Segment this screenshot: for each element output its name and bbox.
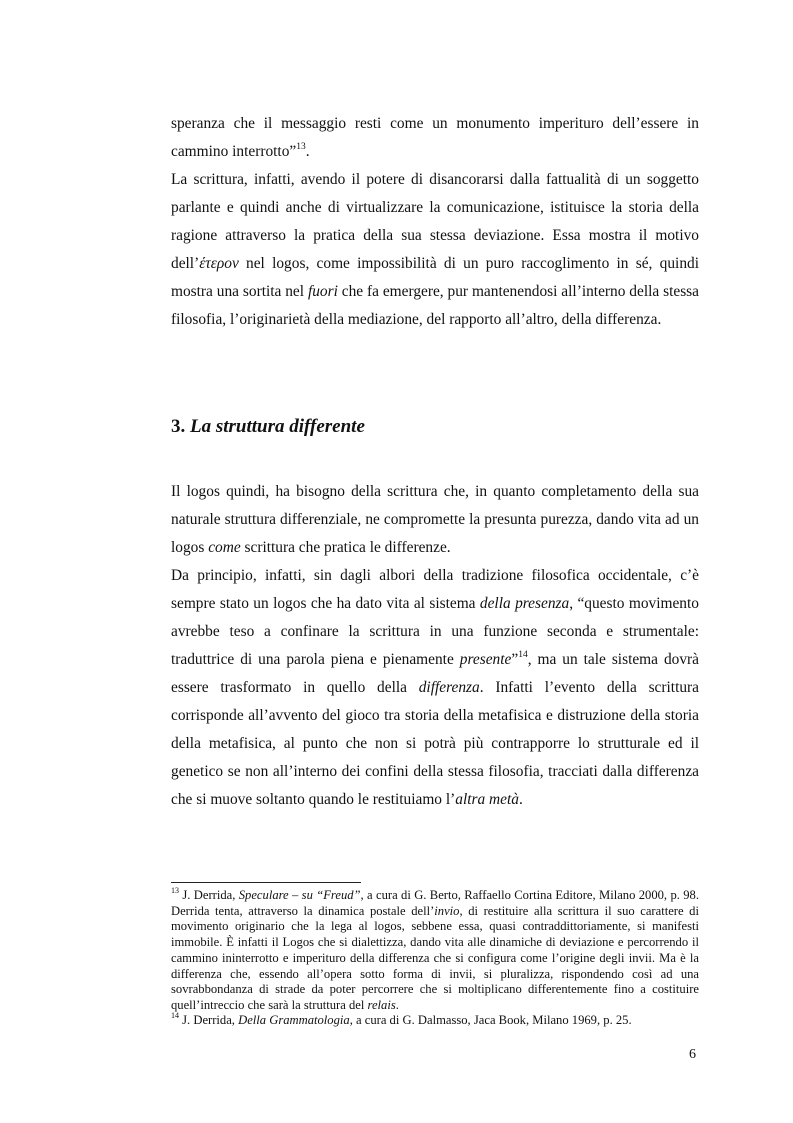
footnote-number: 13 — [171, 885, 179, 895]
page-number: 6 — [689, 1047, 696, 1062]
text: , di restituire alla scrittura il suo carattere di movimento originario che la lega al logos, sebbene essa, quasi contraddittoriamente, si manifesti immobile. È infatti il Logos che si dialettizza, dando vita alle dinamiche di deviazione e percorrendo il cammino ininterrotto e imperituro della differenza che si configura come l’origine degli invii. Ma è la differenza che, essendo all’opera sotto forma di invii, si pluralizza, rispondendo così ad una sovrabbondanza di strade da poter percorrere che si moltiplicano differentemente fino a costituire quell’intreccio che sarà la struttura del — [171, 903, 699, 1012]
text: , ma un tale sistema dovrà essere trasformato in quello della — [171, 651, 699, 696]
italic-term: come — [208, 539, 241, 556]
text: , a cura di G. Berto, Raffaello Cortina Editore, Milano 2000, p. 98. Derrida tenta, attraverso la dinamica postale dell’ — [171, 888, 699, 918]
section-number: 3. — [171, 416, 190, 437]
italic-term: altra metà — [455, 791, 519, 808]
text: che fa emergere, pur mantenendosi all’interno della stessa filosofia, l’originarietà della mediazione, del rapporto all’altro, della differenza. — [171, 283, 700, 328]
footnote-number: 14 — [171, 1010, 179, 1020]
text: . Infatti l’evento della scrittura corrisponde all’avvento del gioco tra storia della metafisica e distruzione della storia della metafisica, al punto che non si potrà più contrapporre lo strutturale ed il genetico se non all’interno dei confini della stessa filosofia, tracciati dalla differenza che si muove soltanto quando le restituiamo l’ — [171, 679, 699, 808]
greek-term: έτερον — [199, 255, 239, 272]
text: . — [518, 791, 523, 808]
footnote-13 — [171, 885, 699, 1014]
italic-term: relais — [367, 997, 396, 1012]
paragraph-4 — [171, 562, 699, 814]
paragraph-1 — [171, 110, 699, 166]
footnote-14 — [171, 1010, 699, 1029]
text: Da principio, infatti, sin dagli albori della tradizione filosofica occidentale, c’è sempre stato un logos che ha dato vita al sistema — [171, 567, 699, 612]
text: speranza che il messaggio resti come un monumento imperituro dell’essere in cammino interrotto” — [171, 115, 699, 160]
footnote-divider — [171, 882, 361, 883]
text: ” — [511, 651, 519, 668]
footnote-ref-13[interactable]: 13 — [296, 141, 306, 152]
italic-term: presente — [459, 651, 512, 668]
italic-term: invio — [434, 903, 460, 918]
text: J. Derrida, — [179, 888, 239, 902]
text: nel logos, come impossibilità di un puro raccoglimento in sé, quindi mostra una sortita nel — [171, 255, 699, 300]
italic-term: della presenza — [479, 595, 570, 612]
text: scrittura che pratica le differenze. — [240, 539, 451, 556]
paragraph-3 — [171, 478, 699, 562]
text: , a cura di G. Dalmasso, Jaca Book, Milano 1969, p. 25. — [349, 1013, 632, 1027]
footnote-ref-14[interactable]: 14 — [518, 649, 528, 660]
italic-term: differenza — [418, 679, 480, 696]
text: Il logos quindi, ha bisogno della scrittura che, in quanto completamento della sua naturale struttura differenziale, ne compromette la presunta purezza, dando vita ad un logos — [171, 483, 699, 556]
text: , “questo movimento avrebbe teso a confinare la scrittura in una funzione seconda e strumentale: traduttrice di una parola piena e pienamente — [171, 595, 699, 668]
text: J. Derrida, — [179, 1013, 239, 1027]
citation-title: Speculare – su “Freud” — [238, 888, 361, 902]
section-heading — [171, 413, 365, 441]
italic-term: fuori — [307, 283, 338, 300]
paragraph-2 — [171, 166, 699, 334]
section-title: La struttura differente — [190, 416, 365, 437]
text: La scrittura, infatti, avendo il potere di disancorarsi dalla fattualità di un soggetto parlante e quindi anche di virtualizzare la comunicazione, istituisce la storia della ragione attraverso la pratica della sua stessa deviazione. Essa mostra il motivo dell’ — [171, 171, 699, 272]
text: . — [395, 997, 399, 1012]
text: . — [305, 143, 310, 160]
citation-title: Della Grammatologia — [238, 1013, 350, 1027]
